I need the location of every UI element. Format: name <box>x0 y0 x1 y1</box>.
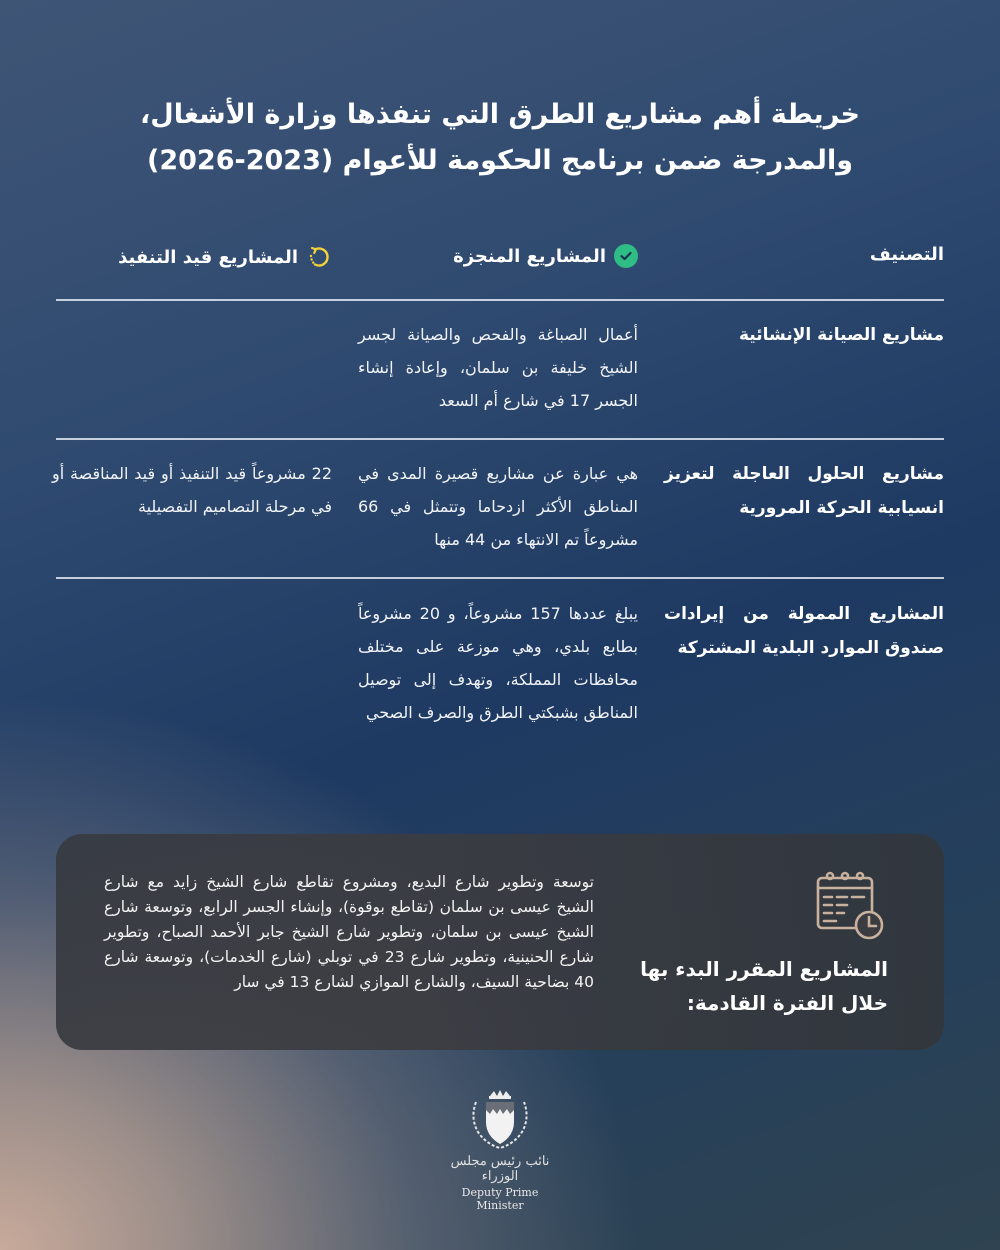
divider <box>56 299 944 301</box>
header-completed <box>453 244 638 268</box>
logo-english-caption: Deputy Prime Minister <box>461 1186 539 1212</box>
row-2-completed: هي عبارة عن مشاريع قصيرة المدى في المناطق الأكثر ازدحاما وتتمثل في 66 مشروعاً تم الانتهاء من 44 منها <box>358 464 638 549</box>
header-in-progress-label: المشاريع قيد التنفيذ <box>118 246 298 268</box>
title-line-1: خريطة أهم مشاريع الطرق التي تنفذها وزارة الأشغال، <box>140 99 860 130</box>
check-circle-icon <box>614 244 638 268</box>
row-3-category: المشاريع الممولة من إيرادات صندوق الموارد البلدية المشتركة <box>664 604 944 658</box>
upcoming-projects-text: توسعة وتطوير شارع البديع، ومشروع تقاطع شارع الشيخ زايد مع شارع الشيخ عيسى بن سلمان (تقاطع بوقوة)، وإنشاء الجسر الرابع، وتوسعة شارع الشيخ عيسى بن سلمان، وتطوير شارع الشيخ جابر الأحمد الصباح، وتطوير شارع الحنينية، وتطوير شارع 23 في توبلي (شارع الخدمات)، وتوسعة شارع 40 بضاحية السيف، والشارع الموازي لشارع 13 في سار <box>104 873 594 991</box>
calendar-clock-icon <box>814 870 886 942</box>
header-category <box>870 244 944 265</box>
row-2-in-progress: 22 مشروعاً قيد التنفيذ أو قيد المناقصة أو في مرحلة التصاميم التفصيلية <box>52 464 332 516</box>
logo-arabic-caption: نائب رئيس مجلس الوزراء <box>450 1154 550 1184</box>
row-3-completed: يبلغ عددها 157 مشروعاً، و 20 مشروعاً بطابع بلدي، وهي موزعة على مختلف محافظات المملكة، وتهدف إلى توصيل المناطق بشبكتي الطرق والصرف الصحي <box>358 604 638 722</box>
upcoming-projects-title: المشاريع المقرر البدء بها خلال الفترة القادمة: <box>640 957 888 1015</box>
header-category-label: التصنيف <box>869 244 944 265</box>
divider <box>56 577 944 579</box>
header-completed-label: المشاريع المنجزة <box>453 245 606 267</box>
header-in-progress <box>118 244 332 270</box>
row-2-category: مشاريع الحلول العاجلة لتعزيز انسيابية الحركة المرورية <box>664 464 944 518</box>
upcoming-projects-card <box>56 834 944 1050</box>
row-1-completed: أعمال الصباغة والفحص والصيانة لجسر الشيخ خليفة بن سلمان، وإعادة إنشاء الجسر 17 في شارع أم السعد <box>358 325 638 410</box>
deputy-pm-logo <box>440 1088 560 1212</box>
divider <box>56 438 944 440</box>
page-title <box>0 92 1000 184</box>
row-1-category: مشاريع الصيانة الإنشائية <box>739 325 944 345</box>
title-line-2: والمدرجة ضمن برنامج الحكومة للأعوام (2023-2026) <box>147 145 853 176</box>
bahrain-emblem-icon <box>468 1088 532 1150</box>
progress-refresh-icon <box>306 244 332 270</box>
